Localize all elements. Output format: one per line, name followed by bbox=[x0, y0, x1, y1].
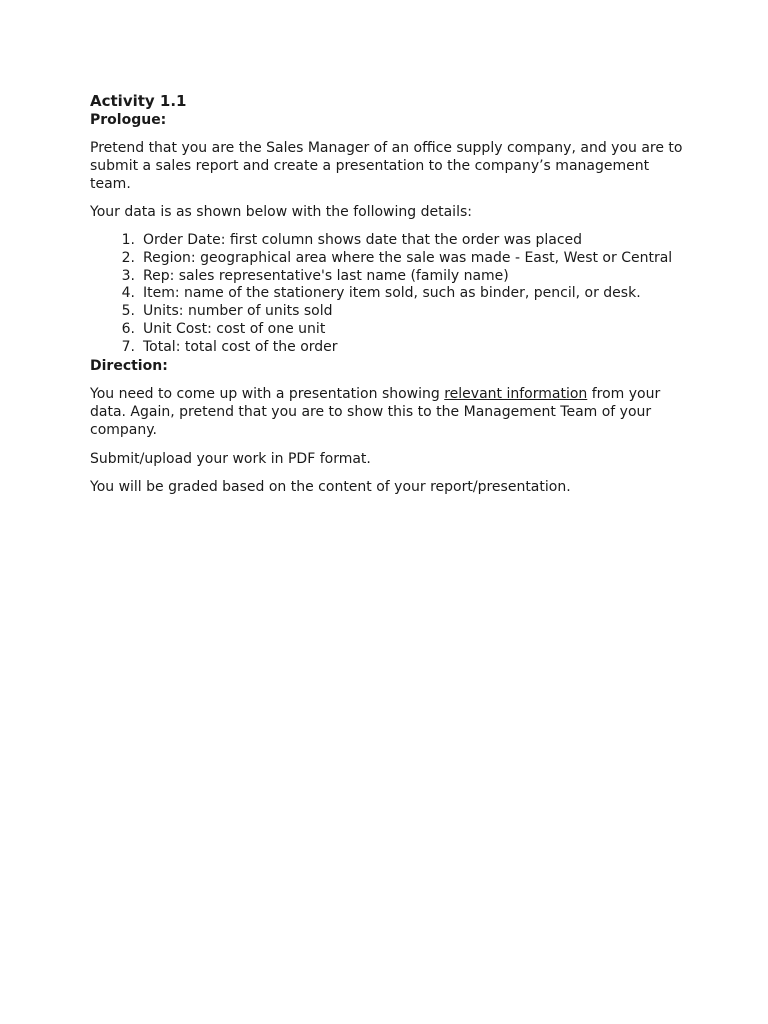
list-item-number: 4. bbox=[121, 285, 135, 302]
list-item bbox=[90, 321, 690, 339]
list-item-text: Region: geographical area where the sale was made - East, West or Central bbox=[143, 249, 673, 266]
list-item-number: 6. bbox=[121, 320, 135, 337]
list-item-text: Order Date: first column shows date that the order was placed bbox=[143, 232, 583, 248]
list-item-text: Rep: sales representative's last name (family name) bbox=[143, 267, 509, 284]
document-content bbox=[90, 91, 690, 496]
list-item-number: 5. bbox=[121, 303, 135, 320]
list-item-text: Unit Cost: cost of one unit bbox=[143, 320, 326, 337]
details-list bbox=[90, 232, 690, 357]
list-item-text: Units: number of units sold bbox=[143, 303, 333, 320]
list-item bbox=[90, 232, 690, 250]
list-item-number: 2. bbox=[121, 249, 135, 266]
prologue-heading: Prologue: bbox=[90, 112, 167, 128]
data-intro-paragraph: Your data is as shown below with the following details: bbox=[90, 204, 472, 220]
grading-note: You will be graded based on the content of your report/presentation. bbox=[90, 478, 571, 495]
list-item-number: 3. bbox=[121, 267, 135, 284]
list-item-text: Total: total cost of the order bbox=[143, 338, 338, 355]
list-item-number: 1. bbox=[121, 232, 135, 248]
relevant-information-underlined: relevant information bbox=[444, 385, 588, 402]
list-item bbox=[90, 250, 690, 268]
list-item bbox=[90, 339, 690, 357]
prologue-paragraph: Pretend that you are the Sales Manager of an office supply company, and you are to submit a sales report and create a presentation to the company’s management team. bbox=[90, 140, 683, 192]
submit-instruction: Submit/upload your work in PDF format. bbox=[90, 450, 371, 467]
list-item-text: Item: name of the stationery item sold, such as binder, pencil, or desk. bbox=[143, 285, 641, 302]
direction-text-end: from your data. Again, pretend that you are to show this to the Management Team of your company. bbox=[90, 385, 661, 438]
activity-title: Activity 1.1 bbox=[90, 92, 187, 110]
direction-text-start: You need to come up with a presentation showing bbox=[90, 385, 445, 402]
list-item-number: 7. bbox=[121, 338, 135, 355]
list-item bbox=[90, 268, 690, 286]
list-item bbox=[90, 285, 690, 303]
direction-paragraph bbox=[90, 385, 690, 439]
direction-heading: Direction: bbox=[90, 357, 168, 374]
list-item bbox=[90, 303, 690, 321]
